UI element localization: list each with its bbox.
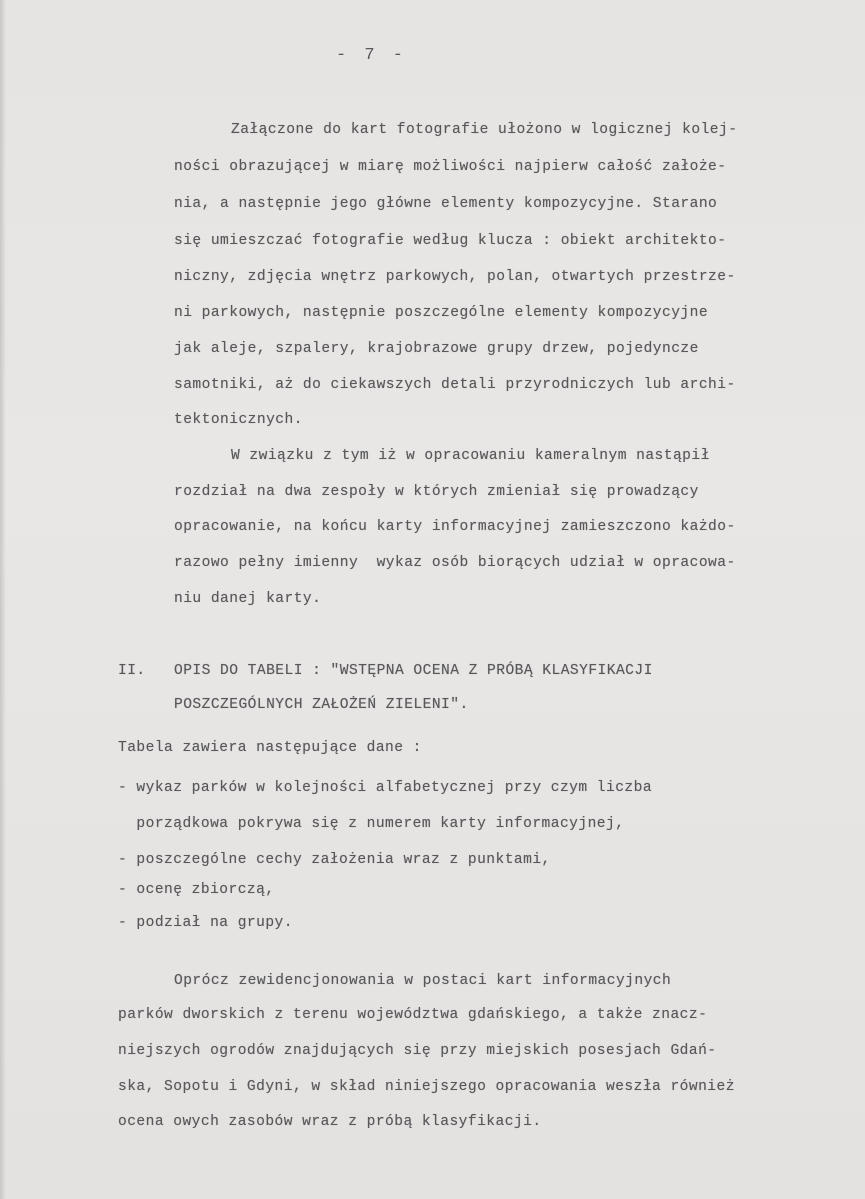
table-intro: Tabela zawiera następujące dane : <box>118 740 422 756</box>
paragraph-2-line: W związku z tym iż w opracowaniu kameralnym nastąpił <box>231 448 710 464</box>
paragraph-1-line: ni parkowych, następnie poszczególne elementy kompozycyjne <box>174 305 709 321</box>
section-number: II. <box>118 663 146 679</box>
paragraph-3-line: parków dworskich z terenu województwa gdańskiego, a także znacz- <box>118 1007 708 1023</box>
paragraph-1-line: się umieszczać fotografie według klucza : obiekt architekto- <box>174 233 727 249</box>
paragraph-3-line: niejszych ogrodów znajdujących się przy miejskich posesjach Gdań- <box>118 1043 717 1059</box>
paragraph-1-line: Załączone do kart fotografie ułożono w logicznej kolej- <box>231 122 738 138</box>
page-number: - 7 - <box>336 46 408 65</box>
paragraph-1-line: jak aleje, szpalery, krajobrazowe grupy drzew, pojedyncze <box>174 341 699 357</box>
section-heading-line: POSZCZEGÓLNYCH ZAŁOŻEŃ ZIELENI". <box>174 697 469 713</box>
paragraph-3-line: ocena owych zasobów wraz z próbą klasyfikacji. <box>118 1114 542 1130</box>
paragraph-1-line: nia, a następnie jego główne elementy kompozycyjne. Starano <box>174 196 718 212</box>
list-item: - podział na grupy. <box>118 915 293 931</box>
paragraph-2-line: opracowanie, na końcu karty informacyjnej zamieszczono każdo- <box>174 519 736 535</box>
section-heading-line: OPIS DO TABELI : "WSTĘPNA OCENA Z PRÓBĄ KLASYFIKACJI <box>174 663 653 679</box>
paragraph-3-line: Oprócz zewidencjonowania w postaci kart informacyjnych <box>174 973 672 989</box>
paragraph-2-line: niu danej karty. <box>174 591 322 607</box>
list-item: - ocenę zbiorczą, <box>118 882 275 898</box>
paragraph-1-line: ności obrazującej w miarę możliwości najpierw całość założe- <box>174 159 727 175</box>
list-item: - poszczególne cechy założenia wraz z punktami, <box>118 852 551 868</box>
paragraph-1-line: niczny, zdjęcia wnętrz parkowych, polan, otwartych przestrze- <box>174 269 736 285</box>
paragraph-1-line: tektonicznych. <box>174 412 303 428</box>
page-edge-shadow <box>0 0 6 1199</box>
list-item: - wykaz parków w kolejności alfabetycznej przy czym liczba <box>118 780 653 796</box>
paragraph-2-line: rozdział na dwa zespoły w których zmieniał się prowadzący <box>174 484 699 500</box>
paragraph-1-line: samotniki, aż do ciekawszych detali przyrodniczych lub archi- <box>174 377 736 393</box>
list-item: porządkowa pokrywa się z numerem karty informacyjnej, <box>118 816 625 832</box>
paragraph-3-line: ska, Sopotu i Gdyni, w skład niniejszego opracowania weszła również <box>118 1079 735 1095</box>
paragraph-2-line: razowo pełny imienny wykaz osób biorących udział w opracowa- <box>174 555 736 571</box>
